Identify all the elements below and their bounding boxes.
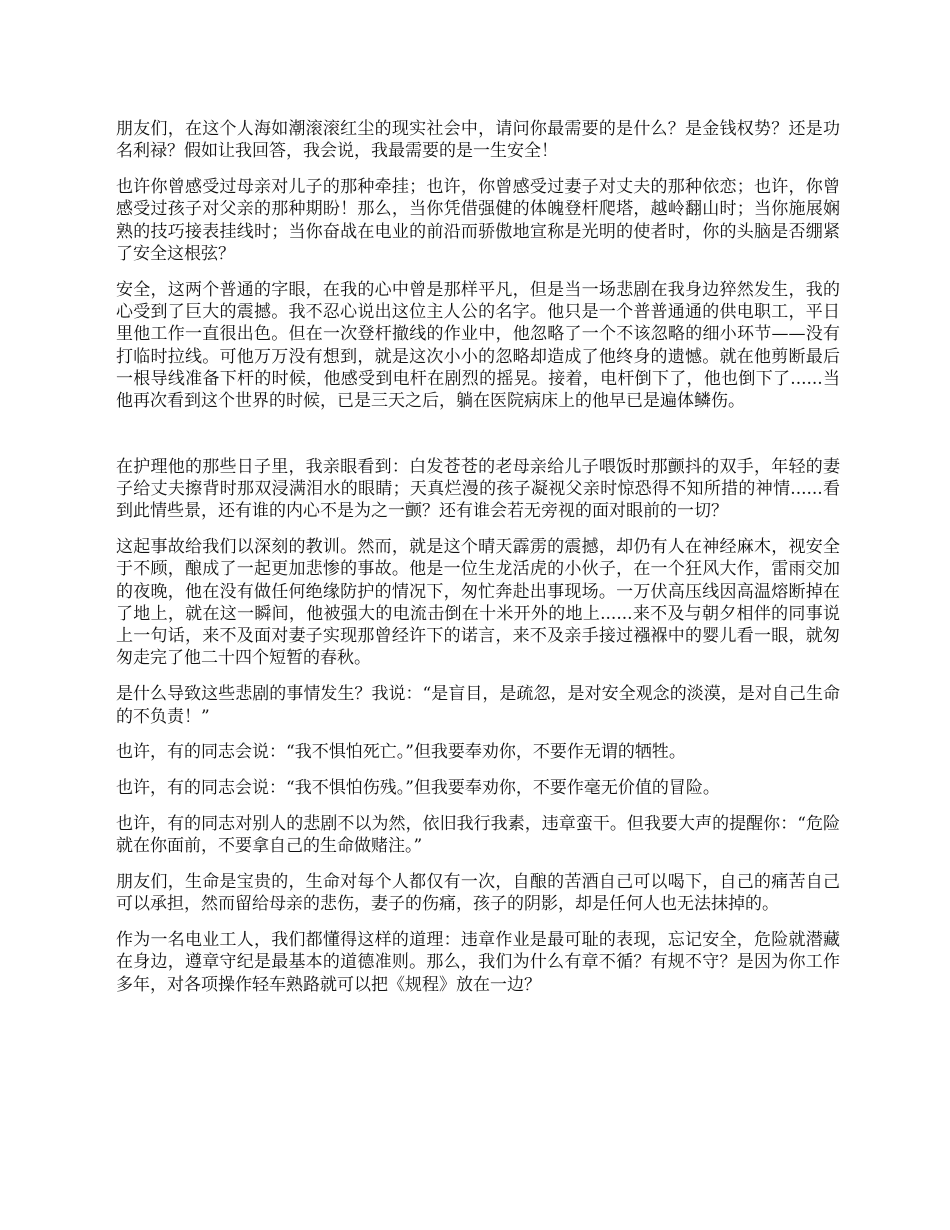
paragraph: 在护理他的那些日子里，我亲眼看到：白发苍苍的老母亲给儿子喂饭时那颤抖的双手，年轻的妻子给丈夫擦背时那双浸满泪水的眼睛；天真烂漫的孩子凝视父亲时惊恐得不知所措的神情......看到此情些景，还有谁的内心不是为之一颤？还有谁会若无旁视的面对眼前的一切？ [116, 456, 840, 522]
paragraph: 朋友们，生命是宝贵的，生命对每个人都仅有一次，自酿的苦酒自己可以喝下，自己的痛苦自己可以承担，然而留给母亲的悲伤，妻子的伤痛，孩子的阴影，却是任何人也无法抹掉的。 [116, 872, 840, 915]
paragraph: 是什么导致这些悲剧的事情发生？我说：“是盲目，是疏忽，是对安全观念的淡漠，是对自己生命的不负责！” [116, 684, 840, 727]
paragraph: 安全，这两个普通的字眼，在我的心中曾是那样平凡，但是当一场悲剧在我身边猝然发生，我的心受到了巨大的震撼。我不忍心说出这位主人公的名字。他只是一个普普通通的供电职工，平日里他工作一直很出色。但在一次登杆撤线的作业中，他忽略了一个不该忽略的细小环节——没有打临时拉线。可他万万没有想到，就是这次小小的忽略却造成了他终身的遗憾。就在他剪断最后一根导线准备下杆的时候，他感受到电杆在剧烈的摇晃。接着，电杆倒下了，他也倒下了......当他再次看到这个世界的时候，已是三天之后，躺在医院病床上的他早已是遍体鳞伤。 [116, 279, 840, 412]
paragraph: 朋友们，在这个人海如潮滚滚红尘的现实社会中，请问你最需要的是什么？是金钱权势？还是功名利禄？假如让我回答，我会说，我最需要的是一生安全！ [116, 119, 840, 162]
paragraph: 作为一名电业工人，我们都懂得这样的道理：违章作业是最可耻的表现，忘记安全，危险就潜藏在身边，遵章守纪是最基本的道德准则。那么，我们为什么有章不循？有规不守？是因为你工作多年，对各项操作轻车熟路就可以把《规程》放在一边？ [116, 930, 840, 995]
paragraph: 也许你曾感受过母亲对儿子的那种牵挂；也许，你曾感受过妻子对丈夫的那种依恋；也许，你曾感受过孩子对父亲的那种期盼！那么，当你凭借强健的体魄登杆爬塔，越岭翻山时；当你施展娴熟的技巧接表挂线时；当你奋战在电业的前沿而骄傲地宣称是光明的使者时，你的头脑是否绷紧了安全这根弦？ [116, 177, 840, 264]
paragraph: 也许，有的同志会说：“我不惧怕死亡。”但我要奉劝你，不要作无谓的牺牲。 [116, 742, 686, 763]
paragraph: 也许，有的同志对别人的悲剧不以为然，依旧我行我素，违章蛮干。但我要大声的提醒你：“危险就在你面前，不要拿自己的生命做赌注。” [116, 813, 840, 857]
document-body [116, 118, 840, 1010]
paragraph: 这起事故给我们以深刻的教训。然而，就是这个晴天霹雳的震撼，却仍有人在神经麻木，视安全于不顾，酿成了一起更加悲惨的事故。他是一位生龙活虎的小伙子，在一个狂风大作，雷雨交加的夜晚，他在没有做任何绝缘防护的情况下，匆忙奔赴出事现场。一万伏高压线因高温熔断掉在了地上，就在这一瞬间，他被强大的电流击倒在十米开外的地上......来不及与朝夕相伴的同事说上一句话，来不及面对妻子实现那曾经许下的诺言，来不及亲手接过襁褓中的婴儿看一眼，就匆匆走完了他二十四个短暂的春秋。 [116, 536, 840, 669]
paragraph: 也许，有的同志会说：“我不惧怕伤残。”但我要奉劝你，不要作毫无价值的冒险。 [116, 778, 720, 799]
